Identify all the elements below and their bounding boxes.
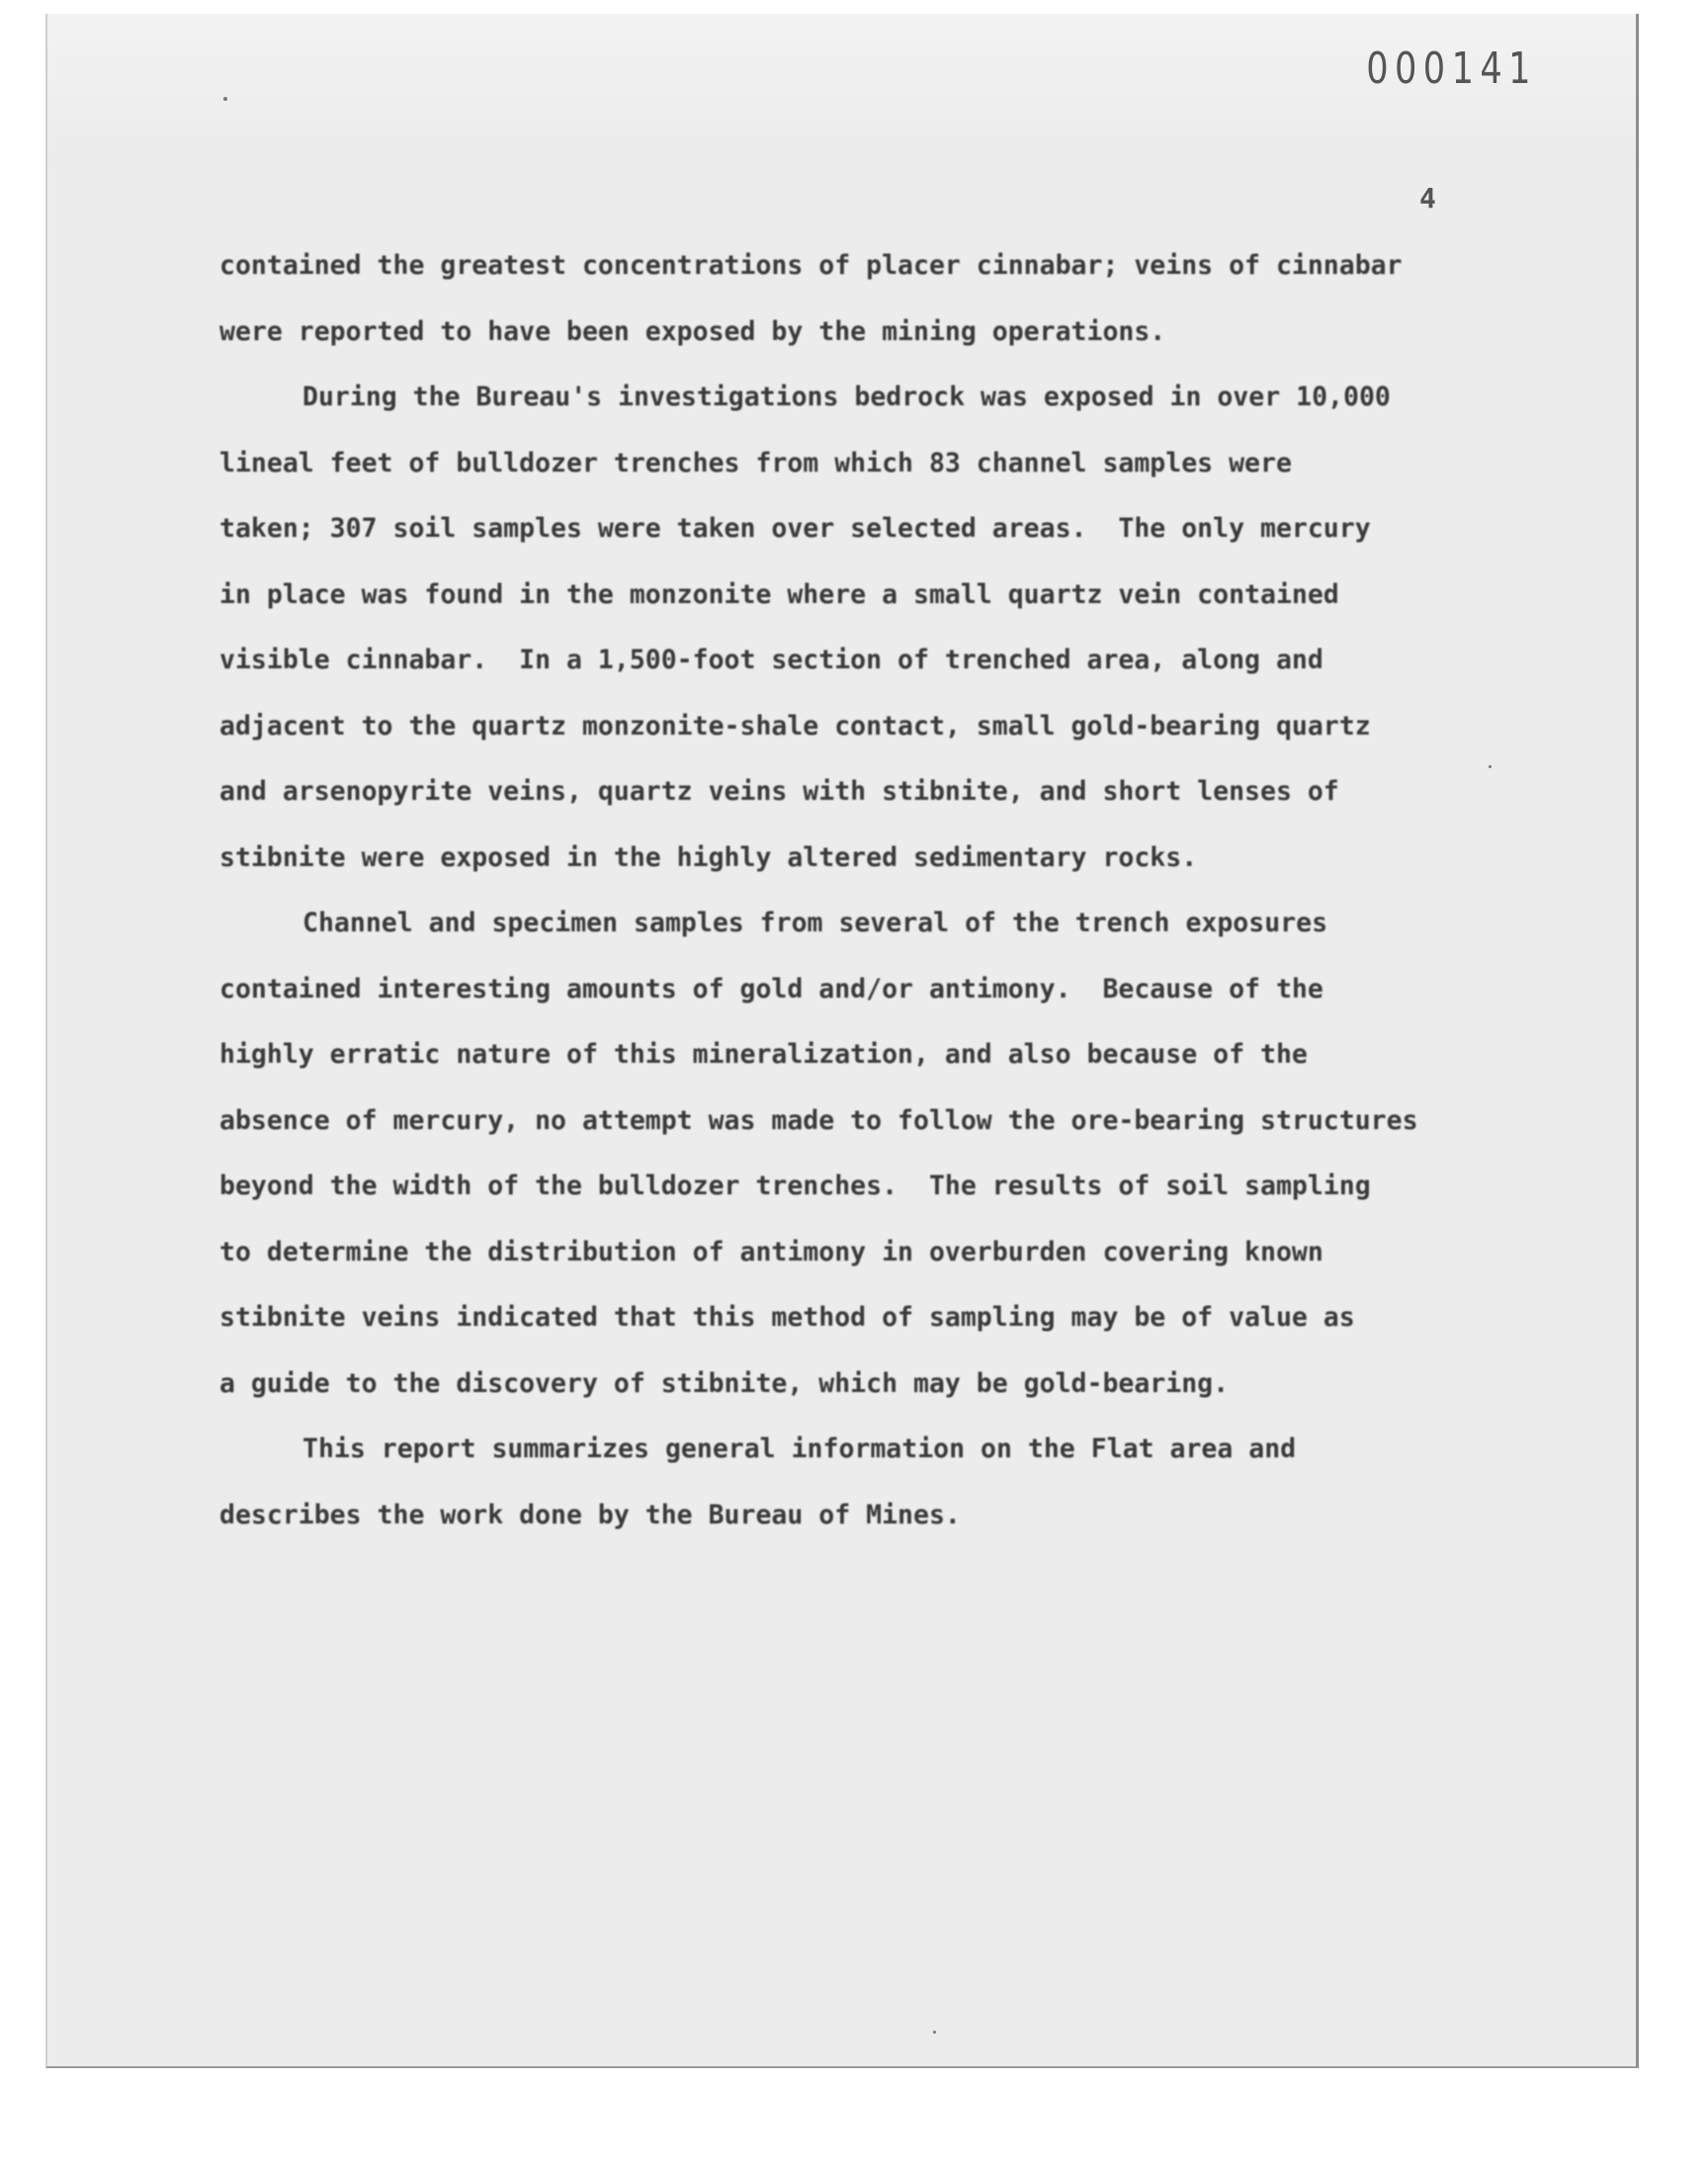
text-line: contained the greatest concentrations of placer cinnabar; veins of cinnabar <box>219 250 1403 281</box>
page-number: 4 <box>1419 182 1436 215</box>
text-line: stibnite were exposed in the highly altered sedimentary rocks. <box>219 841 1198 873</box>
text-line: absence of mercury, no attempt was made to follow the ore-bearing structures <box>219 1104 1418 1136</box>
scan-speck <box>223 97 227 101</box>
text-line: taken; 307 soil samples were taken over selected areas. The only mercury <box>219 513 1371 544</box>
text-line: in place was found in the monzonite where a small quartz vein contained <box>219 578 1339 610</box>
scan-speck <box>933 2031 936 2034</box>
text-line: This report summarizes general information on the Flat area and <box>302 1434 1297 1464</box>
text-line: a guide to the discovery of stibnite, which may be gold-bearing. <box>219 1367 1230 1399</box>
text-line: were reported to have been exposed by the mining operations. <box>219 315 1166 347</box>
text-line: beyond the width of the bulldozer trenches. The results of soil sampling <box>219 1171 1371 1201</box>
text-line: stibnite veins indicated that this method of sampling may be of value as <box>219 1302 1355 1333</box>
text-line: visible cinnabar. In a 1,500-foot section of trenched area, along and <box>219 645 1324 675</box>
text-line: Channel and specimen samples from several of the trench exposures <box>302 908 1328 938</box>
text-line: contained interesting amounts of gold and/or antimony. Because of the <box>219 973 1324 1004</box>
document-body <box>219 233 1524 1548</box>
text-line: lineal feet of bulldozer trenches from which 83 channel samples were <box>219 447 1292 478</box>
text-line: highly erratic nature of this mineralization, and also because of the <box>219 1039 1308 1070</box>
text-line: to determine the distribution of antimony in overburden covering known <box>219 1236 1324 1267</box>
document-number: 000141 <box>1366 44 1537 94</box>
text-line: adjacent to the quartz monzonite-shale contact, small gold-bearing quartz <box>219 710 1371 741</box>
text-line: During the Bureau's investigations bedrock was exposed in over 10,000 <box>302 382 1391 412</box>
text-line: describes the work done by the Bureau of Mines. <box>219 1499 961 1530</box>
text-line: and arsenopyrite veins, quartz veins with stibnite, and short lenses of <box>219 776 1339 807</box>
